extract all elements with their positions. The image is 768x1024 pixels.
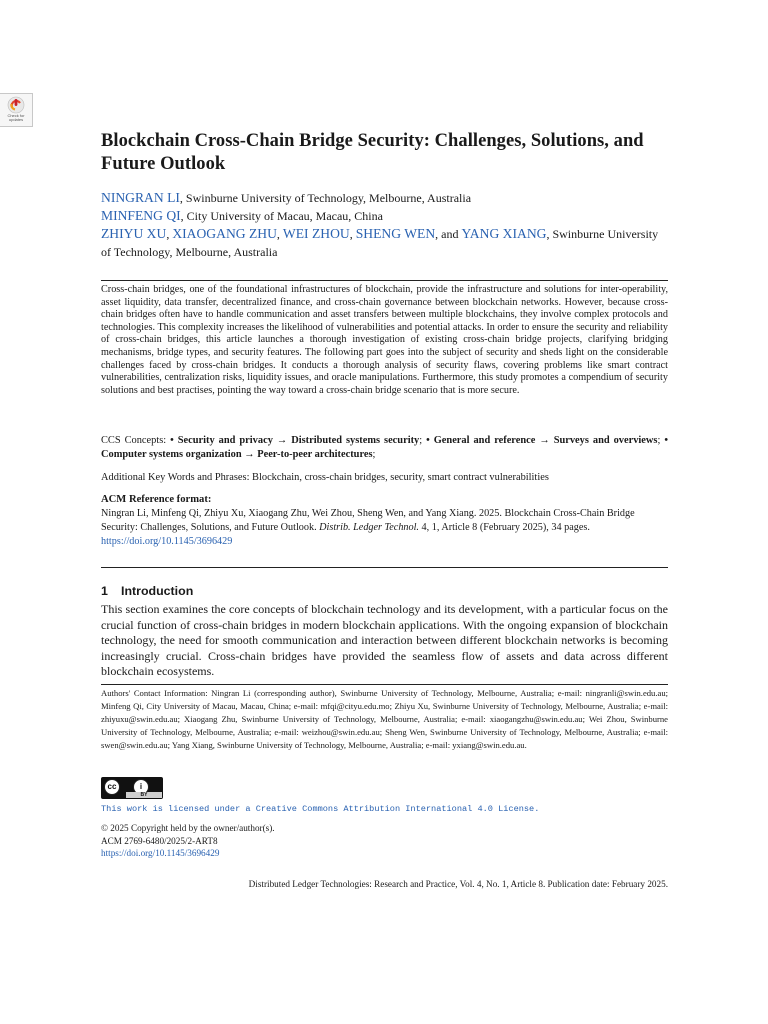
reference-details: 4, 1, Article 8 (February 2025), 34 pages. — [418, 522, 590, 533]
ccs-separator: ; — [657, 435, 665, 446]
ccs-concept-1: • Security and privacy → Distributed systems security — [170, 435, 420, 446]
keywords: Additional Key Words and Phrases: Blockchain, cross-chain bridges, security, smart contract vulnerabilities — [101, 472, 549, 483]
paper-title: Blockchain Cross-Chain Bridge Security: Challenges, Solutions, and Future Outlook — [101, 131, 644, 174]
author-block — [101, 189, 668, 261]
page-footer: Distributed Ledger Technologies: Research and Practice, Vol. 4, No. 1, Article 8. Publication date: February 2025. — [248, 879, 668, 889]
author-name[interactable]: ZHIYU XU — [101, 226, 167, 241]
attribution-icon: i — [133, 779, 149, 795]
reference-journal: Distrib. Ledger Technol. — [319, 522, 419, 533]
abstract: Cross-chain bridges, one of the foundational infrastructures of blockchain, provide the infrastructure and solutions for inter-operability, asset liquidity, data transfer, decentralized finance, and cross-chain governance between blockchain networks. However, because cross-chain bridges often have to handle communication and asset transfers between multiple blockchains, they involve complex protocols and technologies. This complexity increases the likelihood of vulnerabilities and potential attacks. In order to ensure the security and reliability of cross-chain bridges, this article launches a thorough investigation of existing cross-chain bridge projects, clarifying bridging mechanisms, bridge types, and security features. The following part goes into the subject of security and sheds light on the considerable challenges faced by cross-chain bridges. It conducts a thorough analysis of security flaws, covering problems like smart contract vulnerabilities, centralization risks, liquidity issues, and oracle manipulations. Furthermore, this study promotes a compendium of security solutions and best practises, pointing the way toward a cross-chain bridge scenario that is more secure. — [101, 284, 668, 396]
ccs-separator: ; — [419, 435, 427, 446]
copyright-line: © 2025 Copyright held by the owner/author(s). — [101, 823, 275, 833]
section-heading — [101, 583, 668, 599]
section-number: 1 — [101, 584, 108, 598]
author-affiliation: , Swinburne University of Technology, Melbourne, Australia — [179, 191, 472, 205]
ccs-concepts — [101, 434, 668, 462]
author-line-3: ZHIYU XU, XIAOGANG ZHU, WEI ZHOU, SHENG WEN, and YANG XIANG, Swinburne University of Technology, Melbourne, Australia — [101, 226, 659, 259]
check-for-updates-badge[interactable] — [0, 93, 33, 127]
introduction-paragraph: This section examines the core concepts of blockchain technology and its development, with a particular focus on the crucial function of cross-chain bridges in modern blockchain applications. With the ongoing expansion of blockchain technology, the need for smooth communication and interaction between different blockchain networks is becoming increasingly crucial. Cross-chain bridges have provided the seamless flow of assets and data across different blockchain ecosystems. — [101, 602, 668, 679]
ccs-end: ; — [372, 449, 376, 460]
license-link[interactable]: This work is licensed under a Creative Commons Attribution International 4.0 License. — [101, 804, 540, 814]
cc-icon: cc — [104, 779, 120, 795]
acm-identifier: ACM 2769-6480/2025/2-ART8 — [101, 835, 218, 846]
reference-heading: ACM Reference format: — [101, 494, 212, 505]
section-title: Introduction — [121, 584, 194, 598]
ccs-label: CCS Concepts: — [101, 435, 171, 446]
author-name[interactable]: MINFENG QI — [101, 208, 181, 223]
author-name[interactable]: YANG XIANG — [461, 226, 547, 241]
author-name[interactable]: XIAOGANG ZHU — [172, 226, 277, 241]
author-affiliation: , Swinburne University of Technology, Melbourne, Australia — [101, 227, 659, 259]
reference-text: Ningran Li, Minfeng Qi, Zhiyu Xu, Xiaogang Zhu, Wei Zhou, Sheng Wen, and Yang Xiang. 2025. Blockchain Cross-Chain Bridge Security: Challenges, Solutions, and Future Outlook. — [101, 508, 635, 533]
reference-format — [101, 507, 668, 549]
ccs-concept-3: • Computer systems organization → Peer-to-peer architectures — [101, 435, 668, 460]
author-line-1 — [101, 189, 668, 207]
author-name[interactable]: NINGRAN LI — [101, 190, 180, 205]
cc-by-license-icon[interactable] — [101, 777, 163, 799]
check-for-updates-icon — [7, 96, 25, 114]
author-affiliation: , City University of Macau, Macau, China — [180, 209, 383, 223]
abstract-top-rule — [101, 280, 668, 281]
reference-doi-link[interactable]: https://doi.org/10.1145/3696429 — [101, 536, 233, 547]
by-label: BY — [126, 792, 162, 798]
author-name[interactable]: WEI ZHOU — [282, 226, 350, 241]
author-conjunction: , and — [435, 227, 462, 241]
author-contact-footnote: Authors' Contact Information: Ningran Li (corresponding author), Swinburne University of Technology, Melbourne, Australia; e-mail: ningranli@swin.edu.au; Minfeng Qi, City University of Macau, Macau, China; e-mail: mfqi@cityu.edu.mo; Zhiyu Xu, Swinburne University of Technology, Melbourne, Australia; e-mail: zhiyuxu@swin.edu.au; Xiaogang Zhu, Swinburne University of Technology, Melbourne, Australia; e-mail: xiaogangzhu@swin.edu.au; Wei Zhou, Swinburne University of Technology, Melbourne, Australia; e-mail: weizhou@swin.edu.au; Sheng Wen, Swinburne University of Technology, Melbourne, Australia; e-mail: swen@swin.edu.au; Yang Xiang, Swinburne University of Technology, Melbourne, Australia; e-mail: yxiang@swin.edu.au. — [101, 688, 668, 750]
footnote-rule — [101, 684, 668, 685]
author-line-2 — [101, 207, 668, 225]
front-matter-bottom-rule — [101, 567, 668, 568]
check-for-updates-label: Check for updates — [7, 113, 25, 122]
author-name[interactable]: SHENG WEN — [355, 226, 436, 241]
copyright-block — [101, 822, 668, 860]
copyright-doi-link[interactable]: https://doi.org/10.1145/3696429 — [101, 848, 220, 859]
ccs-concept-2: • General and reference → Surveys and overviews — [426, 435, 658, 446]
